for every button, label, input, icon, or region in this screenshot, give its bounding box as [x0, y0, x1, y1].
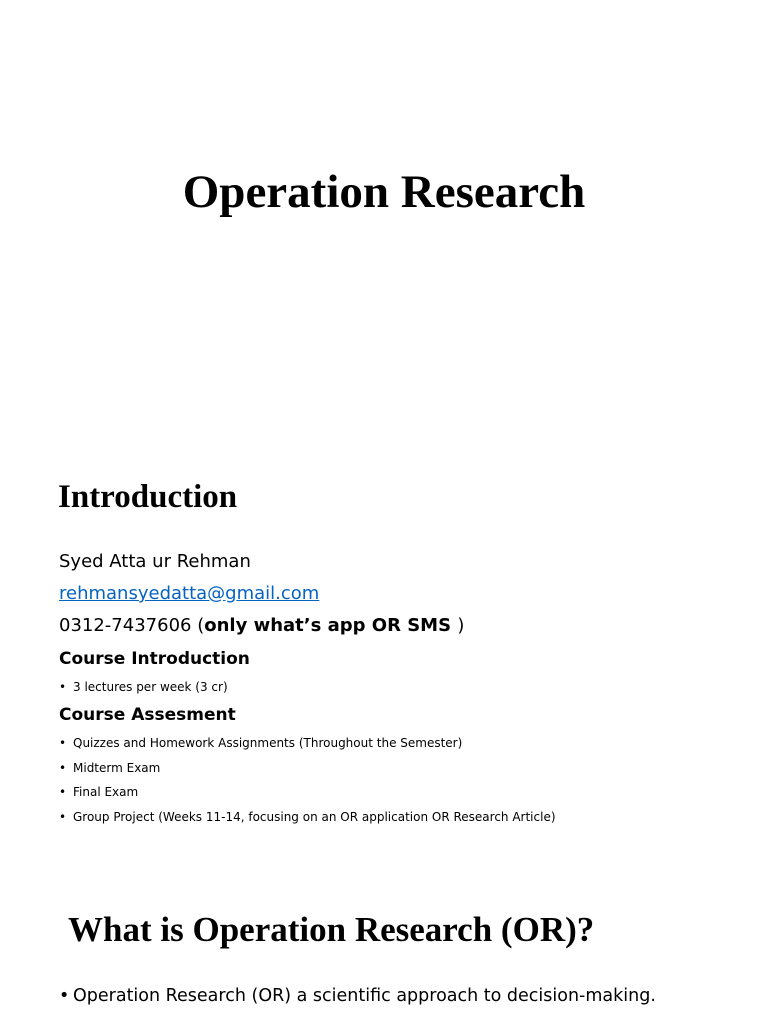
course-introduction-heading: Course Introduction	[59, 649, 250, 669]
bullet-icon: •	[59, 680, 67, 694]
instructor-name: Syed Atta ur Rehman	[59, 551, 251, 572]
bullet-icon: •	[59, 760, 67, 775]
instructor-phone	[59, 614, 464, 638]
phone-close: )	[457, 615, 465, 636]
list-item	[59, 679, 228, 695]
or-definition-list	[59, 983, 656, 1009]
instructor-email-link[interactable]: rehmansyedatta@gmail.com	[59, 583, 320, 604]
bullet-icon: •	[59, 986, 70, 1006]
list-item-text: 3 lectures per week (3 cr)	[73, 680, 228, 694]
bullet-icon: •	[59, 736, 67, 750]
bullet-icon: •	[59, 809, 67, 824]
what-is-or-heading: What is Operation Research (OR)?	[68, 910, 595, 949]
introduction-heading: Introduction	[58, 479, 238, 515]
list-item-text: Operation Research (OR) a scientific approach to decision-making.	[73, 986, 656, 1006]
list-item-text: Final Exam	[73, 785, 139, 799]
course-assessment-list	[59, 735, 556, 825]
course-introduction-list	[59, 679, 228, 695]
list-item-text: Midterm Exam	[73, 760, 161, 775]
bullet-icon: •	[59, 785, 67, 799]
list-item	[59, 784, 556, 800]
list-item	[59, 735, 556, 751]
list-item-text: Quizzes and Homework Assignments (Throughout the Semester)	[73, 736, 463, 750]
list-item	[59, 983, 656, 1009]
phone-number: 0312-7437606 (	[59, 615, 205, 636]
slide-title: Operation Research	[182, 166, 586, 218]
course-assessment-heading: Course Assesment	[59, 705, 236, 725]
list-item	[59, 760, 556, 776]
list-item-text: Group Project (Weeks 11-14, focusing on an OR application OR Research Article)	[73, 809, 556, 824]
phone-note: only what’s app OR SMS	[204, 615, 458, 636]
list-item	[59, 809, 556, 825]
